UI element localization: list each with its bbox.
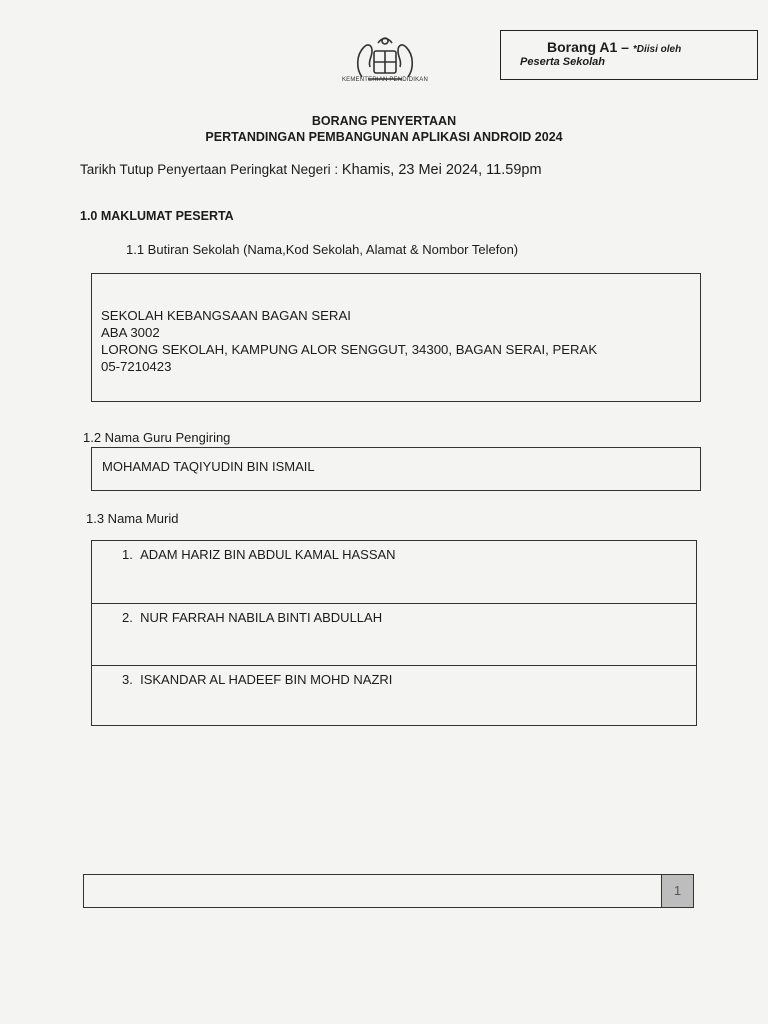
ministry-name: KEMENTERIAN PENDIDIKAN [341,77,429,83]
table-row [92,665,696,727]
form-code-line [547,39,681,55]
form-tag-box [500,30,758,80]
student-name: ISKANDAR AL HADEEF BIN MOHD NAZRI [140,672,393,687]
table-row [92,603,696,665]
student-entry [122,610,382,625]
student-number: 2. [122,610,133,625]
school-details-box [91,273,701,402]
student-name: ADAM HARIZ BIN ABDUL KAMAL HASSAN [140,547,396,562]
student-entry [122,672,392,687]
teacher-box [91,447,701,491]
form-filler: Peserta Sekolah [520,56,605,68]
school-address: LORONG SEKOLAH, KAMPUNG ALOR SENGGUT, 34300, BAGAN SERAI, PERAK [101,342,598,357]
student-number: 1. [122,547,133,562]
student-entry [122,547,396,562]
student-name: NUR FARRAH NABILA BINTI ABDULLAH [140,610,383,625]
students-label: 1.3 Nama Murid [86,511,179,526]
school-phone: 05-7210423 [101,359,172,374]
form-note: *Diisi oleh [632,44,682,55]
school-code: ABA 3002 [101,325,160,340]
form-title: BORANG PENYERTAAN [311,114,457,128]
page-footer-bar [83,874,694,908]
deadline-value: Khamis, 23 Mei 2024, 11.59pm [341,162,542,178]
school-details-content [101,307,597,375]
table-row [92,541,696,603]
teacher-label: 1.2 Nama Guru Pengiring [83,430,231,445]
page-number: 1 [661,875,693,907]
school-name: SEKOLAH KEBANGSAAN BAGAN SERAI [101,308,351,323]
school-details-label: 1.1 Butiran Sekolah (Nama,Kod Sekolah, Alamat & Nombor Telefon) [126,242,519,257]
students-table [91,540,697,726]
deadline-label: Tarikh Tutup Penyertaan Peringkat Negeri : [80,162,342,177]
student-number: 3. [122,672,133,687]
form-code: Borang A1 – [547,39,633,55]
competition-title: PERTANDINGAN PEMBANGUNAN APLIKASI ANDROID 2024 [205,130,563,144]
teacher-name: MOHAMAD TAQIYUDIN BIN ISMAIL [102,459,315,474]
deadline-line [80,162,542,178]
section-heading: 1.0 MAKLUMAT PESERTA [80,209,234,223]
